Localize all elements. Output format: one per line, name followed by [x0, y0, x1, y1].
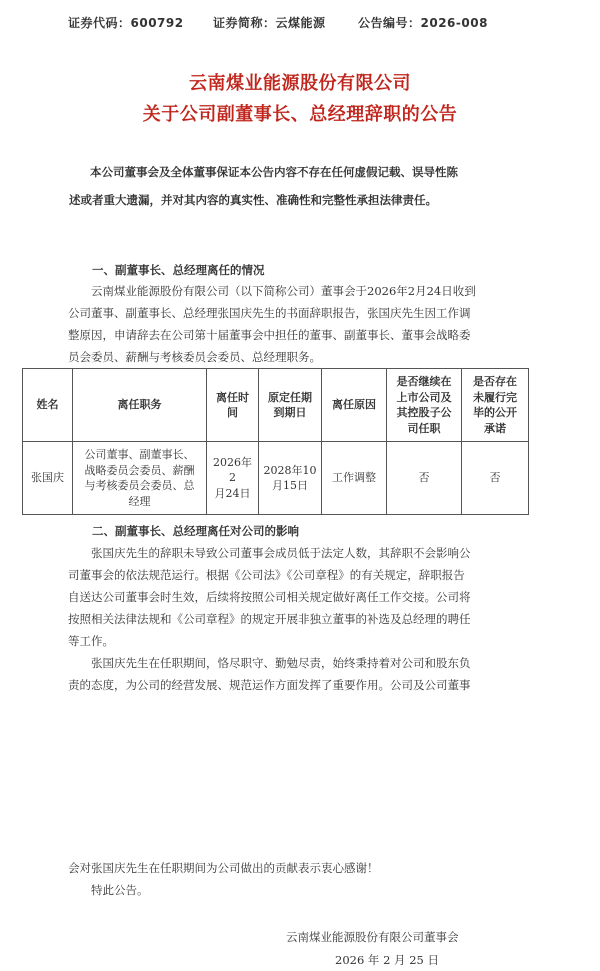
- table-header-row: [23, 369, 529, 442]
- paragraph-line: 等工作。: [68, 634, 114, 648]
- cell-name: 张国庆: [23, 442, 73, 515]
- header-name: 姓名: [23, 369, 73, 442]
- announcement-title: 关于公司副董事长、总经理辞职的公告: [142, 104, 458, 125]
- cell-unfulfilled-commitment: 否: [462, 442, 529, 515]
- cell-continue-serving: 否: [387, 442, 462, 515]
- signature-date: 2026 年 2 月 25 日: [335, 953, 439, 967]
- paragraph-line: 公司董事、副董事长、总经理张国庆先生的书面辞职报告，张国庆先生因工作调: [68, 306, 471, 320]
- section-departure-text: [68, 280, 488, 368]
- paragraph-line: 司董事会的依法规范运行。根据《公司法》《公司章程》的有关规定，辞职报告: [68, 568, 465, 582]
- closing-text: [68, 857, 488, 901]
- paragraph-line: 张国庆先生的辞职未导致公司董事会成员低于法定人数，其辞职不会影响公: [91, 546, 471, 560]
- paragraph-line: 责的态度，为公司的经营发展、规范运作方面发挥了重要作用。公司及公司董事: [68, 678, 471, 692]
- cell-position: 公司董事、副董事长、 战略委员会委员、薪酬 与考核委员会委员、总 经理: [73, 442, 207, 515]
- statement-line: 述或者重大遗漏，并对其内容的真实性、准确性和完整性承担法律责任。: [69, 193, 437, 207]
- announcement-number: 公告编号：2026-008: [358, 16, 488, 30]
- paragraph-line: 整原因，申请辞去在公司第十届董事会中担任的董事、副董事长、董事会战略委: [68, 328, 471, 342]
- paragraph-line: 云南煤业能源股份有限公司（以下简称公司）董事会于2026年2月24日收到: [91, 284, 476, 298]
- signature-organization: 云南煤业能源股份有限公司董事会: [286, 930, 459, 944]
- departure-table: [22, 368, 529, 515]
- section-heading-impact: 二、副董事长、总经理离任对公司的影响: [92, 524, 299, 538]
- closing-line: 会对张国庆先生在任职期间为公司做出的贡献表示衷心感谢！: [68, 861, 379, 875]
- section-impact-text: [68, 542, 488, 696]
- header-departure-date: 离任时 间: [207, 369, 259, 442]
- header-position: 离任职务: [73, 369, 207, 442]
- paragraph-line: 按照相关法律法规和《公司章程》的规定开展非独立董事的补选及总经理的聘任: [68, 612, 471, 626]
- cell-reason: 工作调整: [322, 442, 387, 515]
- header-unfulfilled-commitment: 是否存在 未履行完 毕的公开 承诺: [462, 369, 529, 442]
- closing-line: 特此公告。: [91, 883, 149, 897]
- header-continue-serving: 是否继续在 上市公司及 其控股子公 司任职: [387, 369, 462, 442]
- cell-departure-date: 2026年2 月24日: [207, 442, 259, 515]
- stock-code: 证券代码：600792: [68, 16, 184, 30]
- table-row: [23, 442, 529, 515]
- board-statement: [69, 158, 506, 214]
- statement-line: 本公司董事会及全体董事保证本公告内容不存在任何虚假记载、误导性陈: [90, 165, 458, 179]
- paragraph-line: 张国庆先生在任职期间，恪尽职守、勤勉尽责，始终秉持着对公司和股东负: [91, 656, 471, 670]
- stock-abbreviation: 证券简称：云煤能源: [213, 16, 326, 30]
- cell-term-end: 2028年10 月15日: [259, 442, 322, 515]
- company-title: 云南煤业能源股份有限公司: [189, 73, 411, 94]
- paragraph-line: 自送达公司董事会时生效，后续将按照公司相关规定做好离任工作交接。公司将: [68, 590, 471, 604]
- header-reason: 离任原因: [322, 369, 387, 442]
- section-heading-departure: 一、副董事长、总经理离任的情况: [92, 263, 265, 277]
- header-term-end: 原定任期 到期日: [259, 369, 322, 442]
- paragraph-line: 员会委员、薪酬与考核委员会委员、总经理职务。: [68, 350, 321, 364]
